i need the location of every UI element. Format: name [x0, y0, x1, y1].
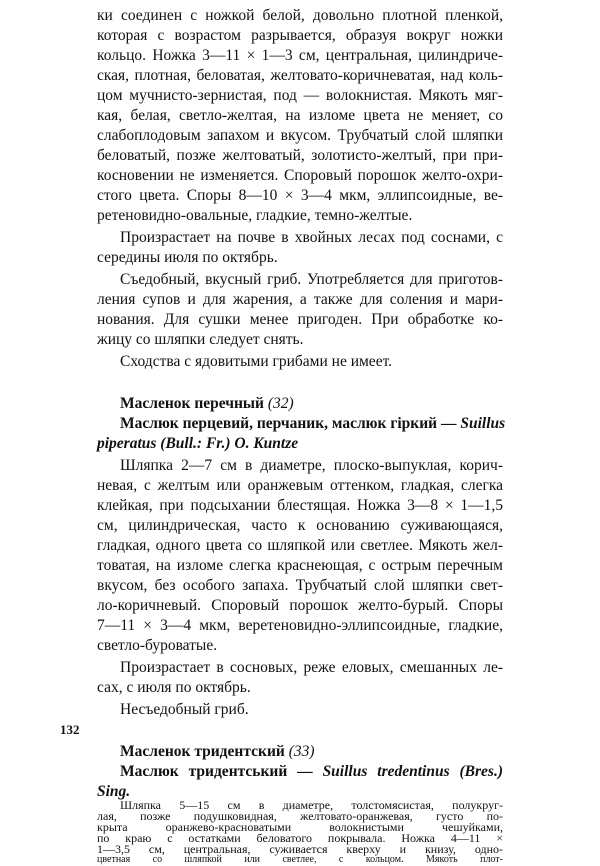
species-name: Масленок перечный — [120, 395, 264, 412]
ukrainian-name: Маслюк перцевий, перчаник, маслюк гіркий — — [120, 415, 461, 432]
description-line: товатая, на изломе слегка краснеющая, с острым перечным — [97, 557, 503, 574]
text-line: цом мучнисто-зернистая, под — волокнистая. Мякоть мяг- — [97, 87, 503, 104]
description-line: по краю с остатками беловатого покрывала. Ножка 4—11 × — [97, 831, 503, 845]
description-line: ло-коричневый. Споровый порошок желто-бурый. Споры — [97, 597, 503, 614]
text-line: косновении не изменяется. Споровый порошок желто-охри- — [97, 167, 503, 184]
latin-name-rest: Sing. — [97, 783, 131, 800]
description-line: невая, с желтым или оранжевым оттенком, гладкая, слегка — [97, 477, 503, 494]
ukrainian-names — [120, 414, 506, 434]
habitat-line: Произрастает в сосновых, реже еловых, смешанных ле- — [120, 659, 503, 676]
species-number: (32) — [267, 395, 294, 412]
text-line: кая, белая, светло-желтая, на изломе цвета не меняет, со — [97, 107, 503, 124]
edibility-line: ления супов и для жарения, а также для соления и мари- — [97, 291, 503, 308]
text-line: стого цвета. Споры 8—10 × 3—4 мкм, эллипсоидные, ве- — [97, 187, 503, 204]
description-line: клейкая, при подсыхании блестящая. Ножка 3—8 × 1—1,5 — [97, 497, 503, 514]
text-line: ки соединен с ножкой белой, довольно плотной пленкой, — [97, 7, 503, 24]
text-line: которая с возрастом разрывается, образуя вокруг ножки — [97, 27, 503, 44]
description-line: 1—3,5 см, центральная, суживается кверху и книзу, одно- — [97, 842, 503, 856]
description-line: 7—11 × 3—4 мкм, веретеновидно-эллипсоидные, гладкие, — [97, 617, 503, 634]
description-line: цветная со шляпкой или светлее, с кольцом. Мякоть плот- — [97, 854, 503, 865]
edibility-line: жицу со шляпки следует снять. — [97, 331, 304, 348]
ukrainian-names — [120, 762, 503, 782]
description-line: Шляпка 2—7 см в диаметре, плоско-выпуклая, корич- — [120, 457, 503, 474]
description-line: Шляпка 5—15 см в диаметре, толстомясистая, полукруг- — [120, 798, 503, 812]
species-heading — [120, 394, 503, 414]
description-line: гладкая, одного цвета со шляпкой или светлее. Мякоть жел- — [97, 537, 503, 554]
latin-genus: Suillus — [460, 415, 506, 432]
description-line: лая, позже подушковидная, желтовато-оранжевая, густо по- — [97, 809, 503, 823]
text-line: слабоплодовым запахом и вкусом. Трубчатый слой шляпки — [97, 127, 503, 144]
latin-name-rest: piperatus (Bull.: Fr.) O. Kuntze — [97, 435, 299, 452]
edibility-note: Несъедобный гриб. — [120, 701, 249, 718]
text-line: кольцо. Ножка 3—11 × 1—3 см, центральная, цилиндриче- — [97, 47, 503, 64]
description-line: вкусом, без особого запаха. Трубчатый слой шляпки свет- — [97, 577, 503, 594]
latin-name: Suillus tredentinus (Bres.) — [322, 763, 503, 780]
species-name: Масленок тридентский — [120, 743, 285, 760]
edibility-line: нования. Для сушки менее пригоден. При обработке ко- — [97, 311, 503, 328]
description-line: см, цилиндрическая, часто к основанию суживающаяся, — [97, 517, 503, 534]
text-line: ретеновидно-овальные, гладкие, темно-желтые. — [97, 207, 413, 224]
species-heading — [120, 742, 503, 762]
habitat-line: Произрастает на почве в хвойных лесах под соснами, с — [120, 229, 503, 246]
description-line: светло-буроватые. — [97, 637, 218, 654]
description-line: крыта оранжево-красноватыми волокнистыми чешуйками, — [97, 820, 503, 834]
page-number: 132 — [60, 722, 80, 737]
ukrainian-name: Маслюк тридентський — — [120, 763, 323, 780]
habitat-line: сах, с июля по октябрь. — [97, 679, 251, 696]
similarity-note: Сходства с ядовитыми грибами не имеет. — [120, 353, 393, 370]
edibility-line: Съедобный, вкусный гриб. Употребляется для приготов- — [120, 271, 503, 288]
text-line: беловатый, позже желтоватый, золотисто-желтый, при при- — [97, 147, 503, 164]
habitat-line: середины июля по октябрь. — [97, 249, 278, 266]
species-number: (33) — [288, 743, 315, 760]
latin-name — [97, 434, 503, 454]
text-line: ская, плотная, беловатая, желтовато-коричневатая, над коль- — [97, 67, 503, 84]
